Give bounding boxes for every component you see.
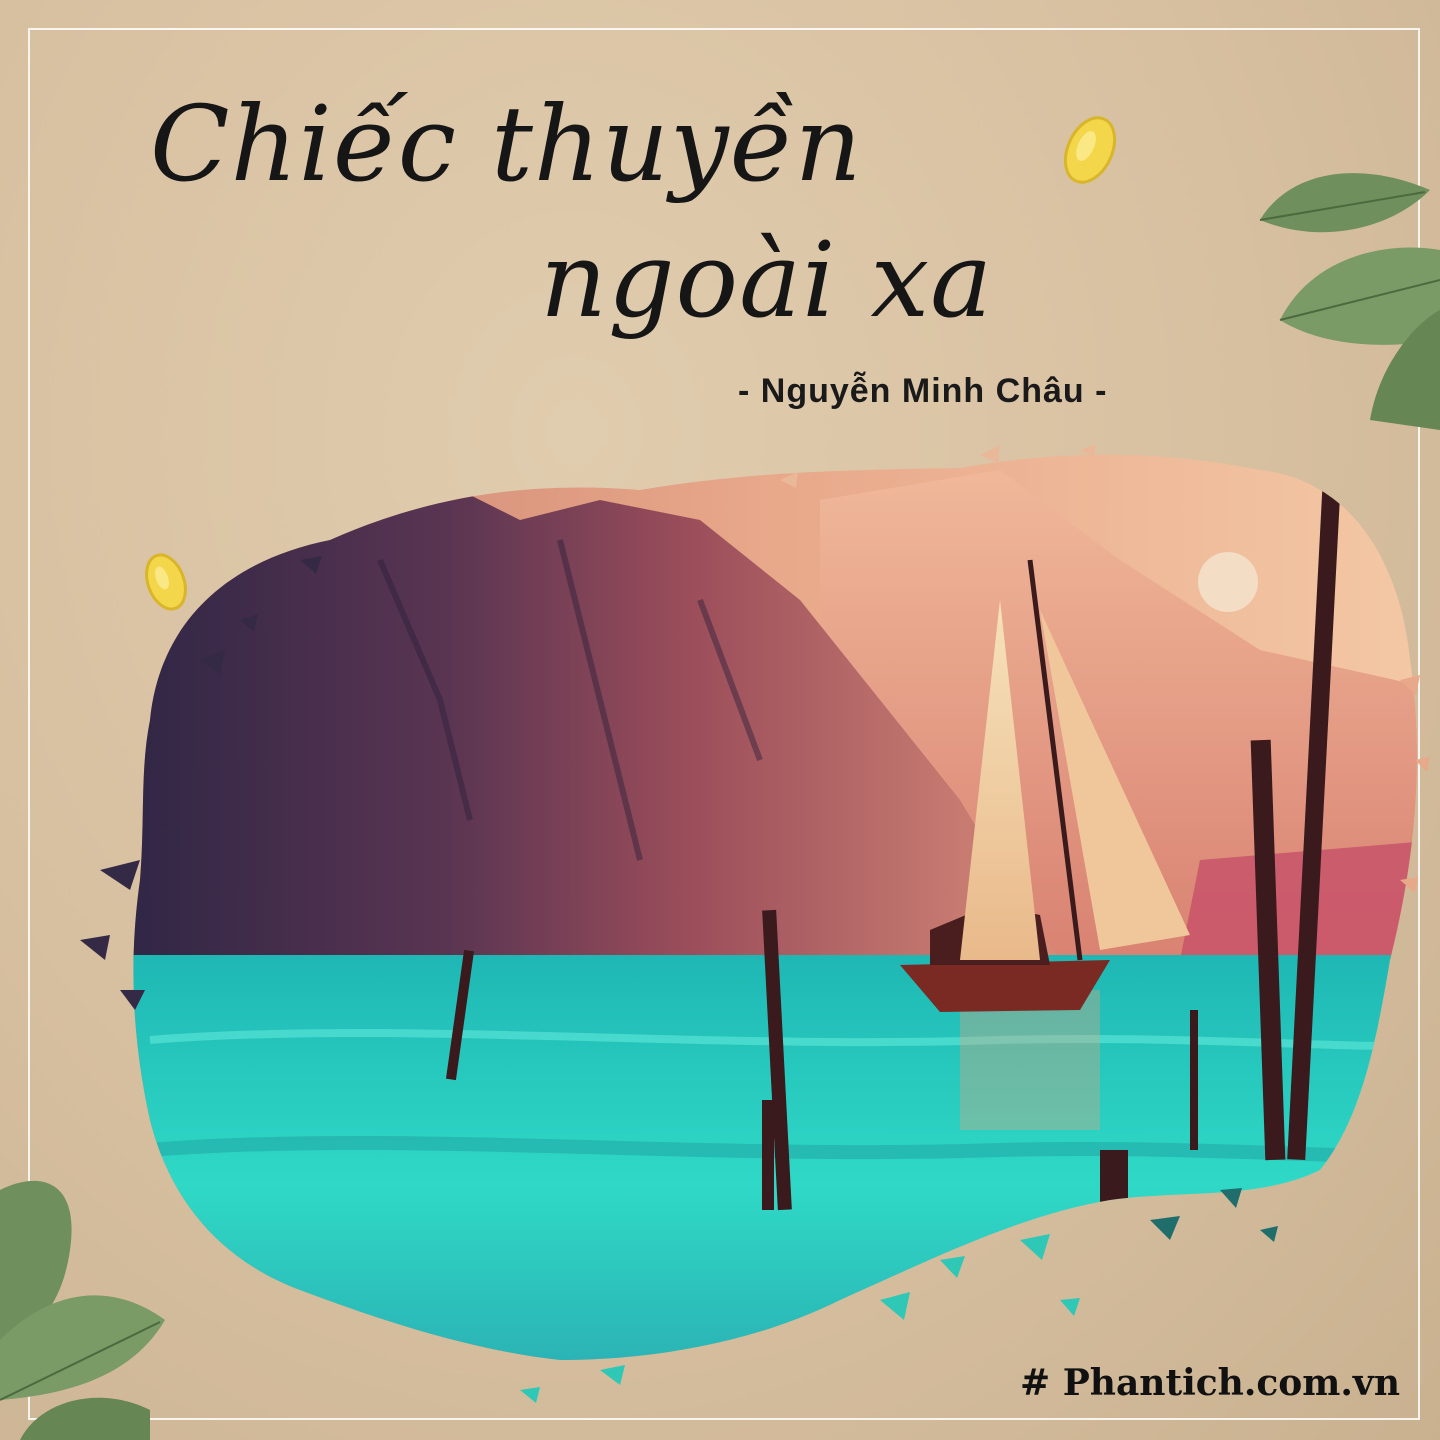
author-name: - Nguyễn Minh Châu - bbox=[738, 372, 1108, 410]
leaf-cluster-bottom-left bbox=[0, 1170, 190, 1440]
title-line-1: Chiếc thuyền bbox=[150, 83, 863, 205]
leaf-icon bbox=[20, 1398, 150, 1440]
painting-scene bbox=[100, 430, 1440, 1415]
website-watermark[interactable]: # Phantich.com.vn bbox=[1020, 1362, 1401, 1404]
leaf-cluster-top-right bbox=[1240, 150, 1440, 430]
coin-icon bbox=[1058, 112, 1122, 188]
title-line-2: ngoài xa bbox=[540, 219, 994, 341]
sun-icon bbox=[1198, 552, 1258, 612]
coin-icon bbox=[140, 550, 192, 614]
leaf-icon bbox=[1260, 173, 1430, 232]
